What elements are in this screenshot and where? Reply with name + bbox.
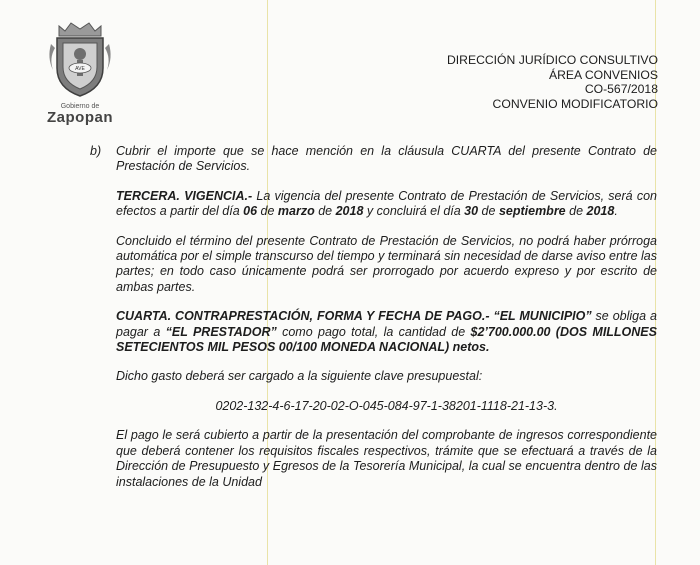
header-line-1: DIRECCIÓN JURÍDICO CONSULTIVO: [446, 53, 658, 67]
item-label: b): [90, 144, 102, 158]
clause-text: como pago total, la cantidad de: [276, 324, 471, 339]
clause-title: CUARTA. CONTRAPRESTACIÓN, FORMA Y FECHA DE PAGO.-: [116, 309, 490, 324]
party-municipio: “EL MUNICIPIO”: [493, 309, 592, 324]
header-line-2: ÁREA CONVENIOS: [548, 67, 658, 82]
clause-item-b: [90, 144, 657, 175]
clause-text: y concluirá el día: [363, 204, 465, 219]
item-text: Cubrir el importe que se hace mención en la cláusula CUARTA del presente Contrato de Prestación de Servicios.: [116, 144, 657, 174]
svg-text:AVE: AVE: [75, 66, 85, 72]
paragraph-concluido: Concluido el término del presente Contrato de Prestación de Servicios, no podrá haber prórroga automática por el simple transcurso del tiempo y terminará sin necesidad de darse aviso entre las partes; en todo caso únicamente podrá ser prorrogado por acuerdo expreso y por escrito de ambas partes.: [116, 233, 657, 294]
clause-text: de: [478, 204, 499, 219]
clause-title: TERCERA. VIGENCIA.-: [116, 188, 253, 203]
header-line-3: CO-567/2018: [584, 82, 658, 96]
start-day: 06: [243, 204, 258, 219]
document-body: [90, 144, 657, 504]
paragraph-gasto: Dicho gasto deberá ser cargado a la siguiente clave presupuestal:: [116, 369, 483, 384]
crest-icon: [47, 18, 113, 100]
paragraph-pago: El pago le será cubierto a partir de la presentación del comprobante de ingresos correspondiente que deberá contener los requisitos fiscales respectivos, trámite que se efectuará a través de la Dirección de Presupuesto y Egresos de la Tesorería Municipal, la cual se encuentra dentro de las instalaciones de la Unidad: [116, 428, 657, 489]
zapopan-logo: [40, 18, 120, 126]
end-month: septiembre: [498, 204, 566, 219]
end-year: 2018: [586, 204, 615, 219]
clause-text: de: [257, 204, 278, 219]
start-month: marzo: [277, 204, 315, 219]
end-day: 30: [464, 204, 479, 219]
party-prestador: “EL PRESTADOR”: [165, 324, 277, 339]
start-year: 2018: [335, 204, 364, 219]
logo-gobierno-text: Gobierno de: [60, 103, 100, 110]
document-header: [447, 53, 658, 111]
budget-code: 0202-132-4-6-17-20-02-O-045-084-97-1-38201-1118-21-13-3.: [215, 398, 558, 413]
clause-text: de: [565, 204, 587, 219]
clause-tercera: [116, 189, 657, 220]
header-line-4: CONVENIO MODIFICATORIO: [492, 96, 658, 111]
clause-text: de: [314, 204, 336, 219]
clause-text: La vigencia del presente Contrato de Prestación de Servicios, será con efectos a partir del día: [116, 188, 657, 219]
clause-text: .: [614, 204, 618, 219]
clause-cuarta: [116, 309, 657, 355]
payment-amount: $2’700.000.00 (DOS MILLONES SETECIENTOS MIL PESOS 00/100 MONEDA NACIONAL) netos.: [116, 324, 657, 355]
logo-city-text: Zapopan: [47, 109, 113, 126]
clause-text: se obliga a pagar a: [116, 309, 657, 339]
